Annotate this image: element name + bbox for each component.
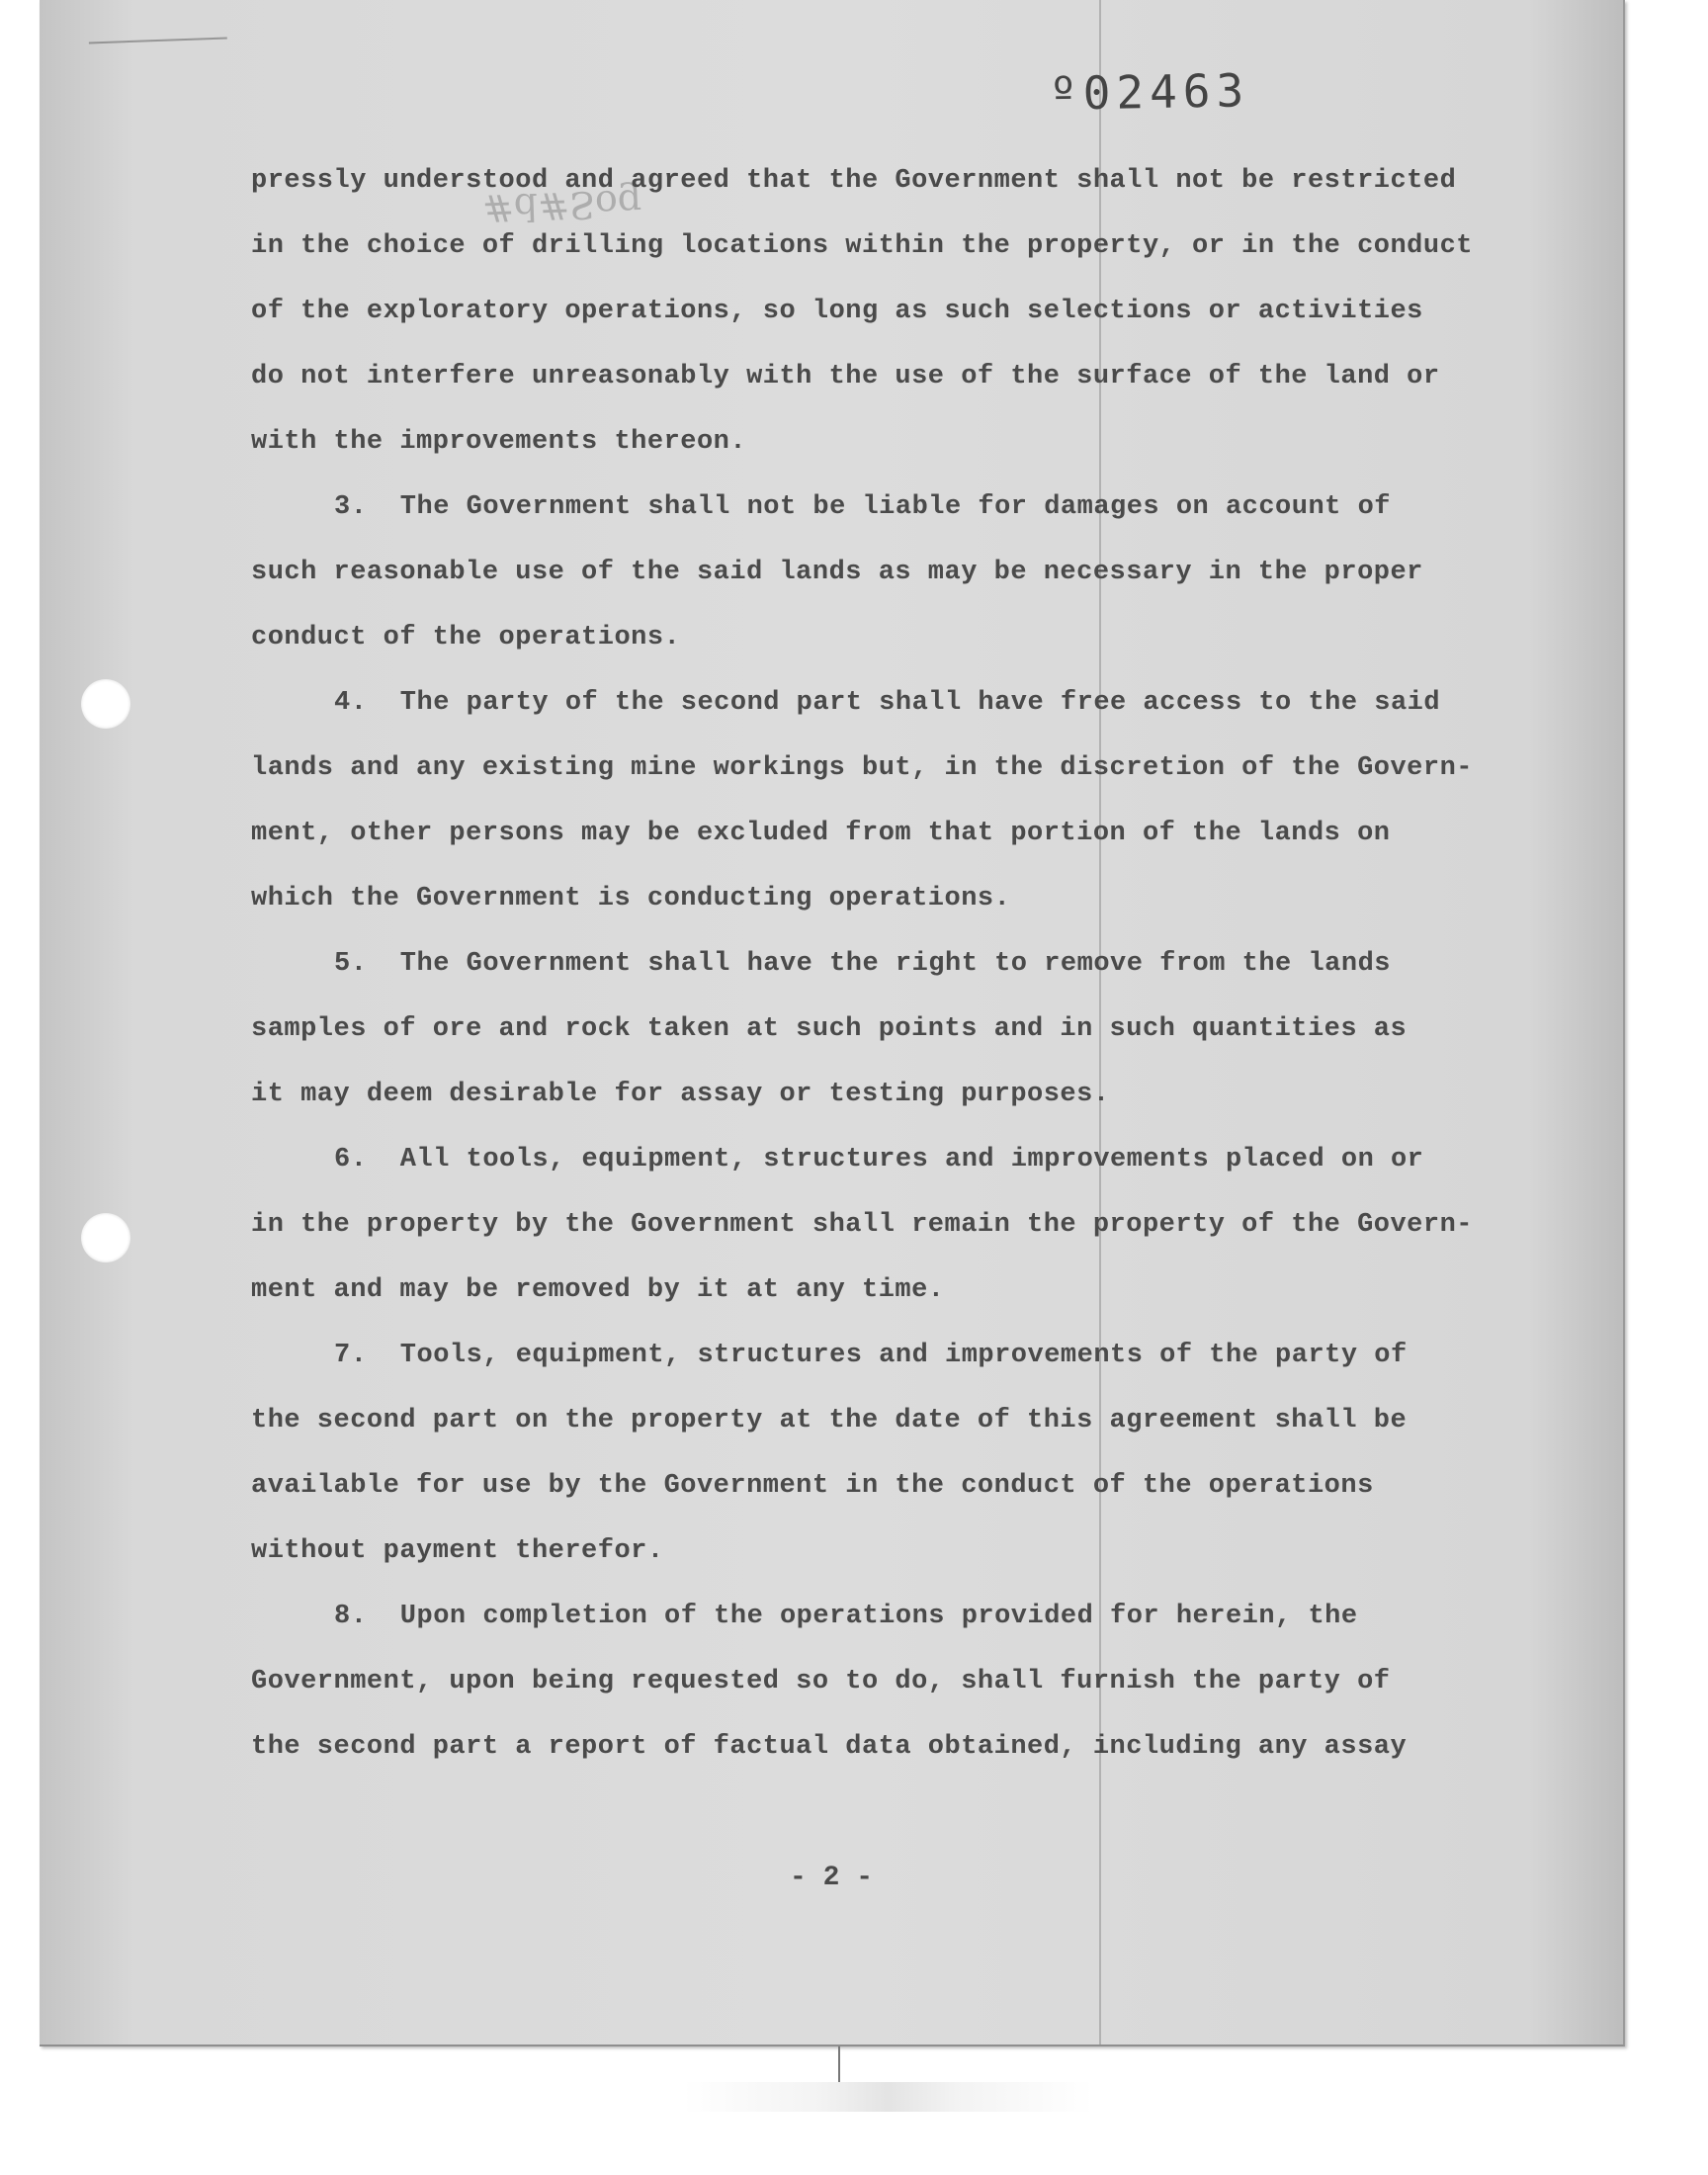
paragraph-start-line: 6. All tools, equipment, structures and improvements placed on or (334, 1145, 1424, 1174)
body-text-line: available for use by the Government in the conduct of the operations (251, 1471, 1374, 1501)
paragraph-start-line: 7. Tools, equipment, structures and improvements of the party of (334, 1341, 1408, 1370)
document-sheet (40, 0, 1625, 2046)
body-text-line: without payment therefor. (251, 1536, 664, 1566)
body-text-line: samples of ore and rock taken at such points and in such quantities as (251, 1014, 1408, 1044)
scan-edge-mark (838, 2046, 840, 2082)
body-text-line: the second part a report of factual data obtained, including any assay (251, 1732, 1408, 1762)
paragraph-start-line: 8. Upon completion of the operations provided for herein, the (334, 1602, 1358, 1631)
body-text-line: Government, upon being requested so to do, shall furnish the party of (251, 1667, 1391, 1696)
body-text-line: do not interfere unreasonably with the use of the surface of the land or (251, 362, 1440, 392)
scan-bottom-strip (0, 2082, 1708, 2112)
body-text-line: which the Government is conducting operations. (251, 884, 1011, 914)
punch-hole-top (81, 679, 130, 729)
paragraph-start-line: 4. The party of the second part shall have free access to the said (334, 688, 1441, 718)
body-text-line: ment, other persons may be excluded from that portion of the lands on (251, 819, 1391, 848)
body-text-line: conduct of the operations. (251, 623, 681, 652)
document-body (251, 148, 1496, 1780)
corner-mark (89, 38, 227, 54)
body-text-line: ment and may be removed by it at any time. (251, 1275, 945, 1305)
paragraph-start-line: 3. The Government shall not be liable for damages on account of (334, 492, 1391, 522)
page-number: - 2 - (789, 1863, 873, 1893)
body-text-line: the second part on the property at the date of this agreement shall be (251, 1406, 1408, 1436)
handwritten-note: #d#Sog (481, 181, 642, 230)
body-text-line: such reasonable use of the said lands as may be necessary in the proper (251, 558, 1423, 587)
body-text-line: of the exploratory operations, so long as such selections or activities (251, 297, 1423, 326)
body-text-line: in the property by the Government shall remain the property of the Govern- (251, 1210, 1473, 1240)
punch-hole-bottom (81, 1213, 130, 1262)
body-text-line: lands and any existing mine workings but, in the discretion of the Govern- (251, 753, 1473, 783)
document-stamp-number: º02463 (1049, 63, 1250, 121)
body-text-line: with the improvements thereon. (251, 427, 747, 457)
body-text-line: it may deem desirable for assay or testing purposes. (251, 1080, 1110, 1109)
body-text-line: in the choice of drilling locations within the property, or in the conduct (251, 231, 1473, 261)
paragraph-start-line: 5. The Government shall have the right to remove from the lands (334, 949, 1391, 979)
body-text-line: pressly understood and agreed that the Government shall not be restricted (251, 166, 1457, 196)
